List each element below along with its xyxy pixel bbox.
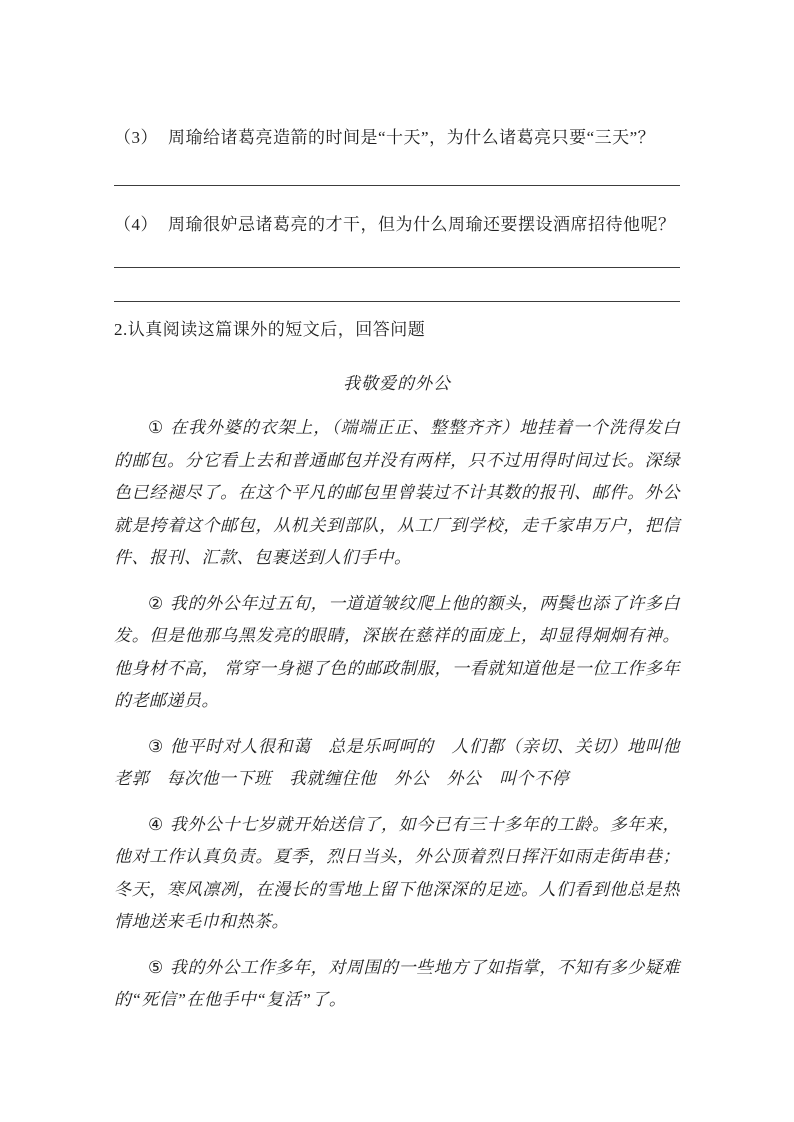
question-3	[114, 126, 680, 150]
question-3-number: （3）	[114, 128, 158, 147]
answer-line-2	[114, 267, 680, 268]
essay-paragraph-2	[114, 588, 680, 718]
essay-paragraph-1	[114, 412, 680, 575]
question-4	[114, 213, 680, 237]
paragraph-3-text: 他平时对人很和蔼 总是乐呵呵的 人们都（亲切、关切）地叫他 老郭 每次他一下班 我就缠住他 外公 外公 叫个不停	[114, 736, 698, 788]
answer-line-1	[114, 185, 680, 186]
question-3-text: 周瑜给诸葛亮造箭的时间是“十天”，为什么诸葛亮只要“三天”？	[168, 128, 656, 147]
paragraph-1-text: 在我外婆的衣架上，（端端正正、整整齐齐）地挂着一个洗得发白的邮包。分它看上去和普通邮包并没有两样，只不过用得时间过长。深绿色已经褪尽了。在这个平凡的邮包里曾装过不计其数的报刊、邮件。外公就是挎着这个邮包，从机关到部队，从工厂到学校，走千家串万户，把信件、报刊、汇款、包裹送到人们手中。	[114, 418, 681, 567]
paragraph-3-marker: ③	[148, 736, 164, 756]
question-4-number: （4）	[114, 215, 158, 234]
essay-paragraph-5	[114, 952, 680, 1017]
paragraph-2-text: 我的外公年过五旬，一道道皱纹爬上他的额头，两鬓也添了许多白发。但是他那乌黑发亮的眼睛，深嵌在慈祥的面庞上，却显得炯炯有神。他身材不高， 常穿一身褪了色的邮政制服，一看就知道他是一位工作多年的老邮递员。	[114, 593, 680, 710]
question-4-text: 周瑜很妒忌诸葛亮的才干，但为什么周瑜还要摆设酒席招待他呢？	[168, 215, 676, 234]
answer-line-3	[114, 301, 680, 302]
essay-title: 我敬爱的外公	[343, 374, 451, 393]
essay-paragraph-3	[114, 731, 698, 796]
section-2-heading: 2.认真阅读这篇课外的短文后，回答问题	[114, 320, 426, 339]
essay-paragraph-4	[114, 809, 680, 939]
paragraph-4-text: 我外公十七岁就开始送信了，如今已有三十多年的工龄。多年来，他对工作认真负责。夏季，烈日当头，外公顶着烈日挥汗如雨走街串巷；冬天，寒风凛冽，在漫长的雪地上留下他深深的足迹。人们看到他总是热情地送来毛巾和热茶。	[114, 814, 680, 931]
essay-body	[114, 412, 698, 1017]
paragraph-1-marker: ①	[148, 418, 165, 437]
paragraph-2-marker: ②	[148, 593, 164, 613]
paragraph-5-marker: ⑤	[148, 957, 164, 977]
paragraph-4-marker: ④	[148, 814, 164, 834]
paragraph-5-text: 我的外公工作多年，对周围的一些地方了如指掌，不知有多少疑难的“死信”在他手中“复活”了。	[114, 957, 680, 1009]
